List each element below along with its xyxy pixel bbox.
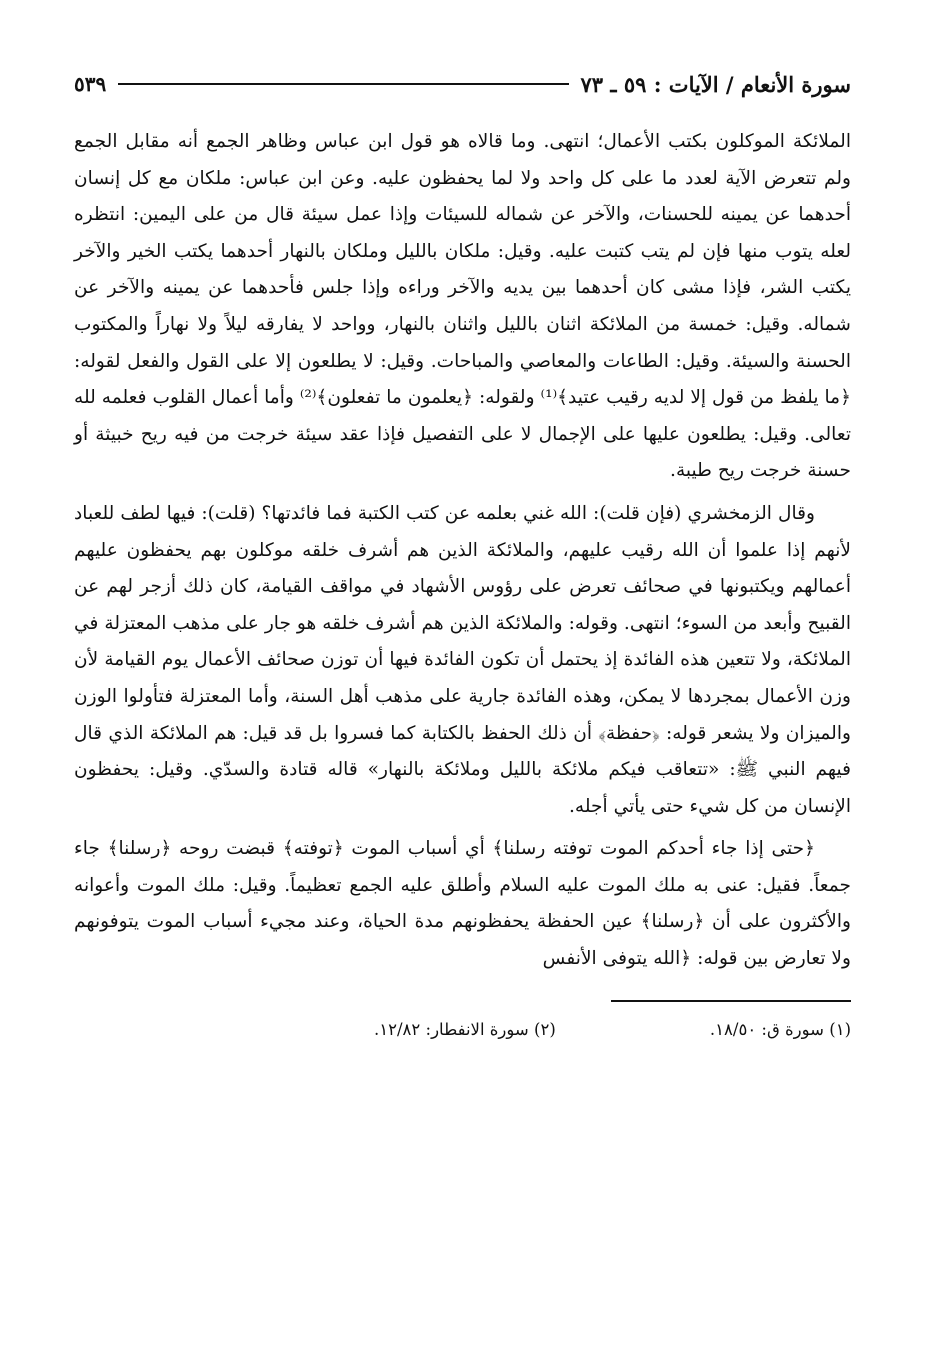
page-number: ٥٣٩ [74, 72, 107, 96]
running-header [74, 62, 851, 106]
body-text [74, 124, 851, 978]
paragraph-3: ﴿حتى إذا جاء أحدكم الموت توفته رسلنا﴾ أي أسباب الموت ﴿توفته﴾ قبضت روحه ﴿رسلنا﴾ جاء جمعاً. فقيل: عنى به ملك الموت عليه السلام وأطلق عليه الجمع تعظيماً. وقيل: ملك الموت وأعوانه والأكثرون على أن ﴿رسلنا﴾ عين الحفظة يحفظونهم مدة الحياة، وعند مجيء أسباب الموت يتوفونهم ولا تعارض بين قوله: ﴿الله يتوفى الأنفس [74, 838, 851, 970]
footnote-1: (١) سورة ق: ١٨/٥٠. [709, 1019, 851, 1039]
paragraph-2: وقال الزمخشري (فإن قلت): الله غني بعلمه عن كتب الكتبة فما فائدتها؟ (قلت): فيها لطف للعباد لأنهم إذا علموا أن الله رقيب عليهم، والملائكة الذين هم أشرف خلقه موكلون بهم يحفظون عليهم أعمالهم ويكتبونها في صحائف تعرض على رؤوس الأشهاد في مواقف القيامة، كان ذلك أزجر لهم عن القبيح وأبعد من السوء؛ انتهى. وقوله: والملائكة الذين هم أشرف خلقه هو جار على مذهب المعتزلة في الملائكة، ولا تتعين هذه الفائدة إذ يحتمل أن تكون الفائدة فيها أن توزن صحائف الأعمال يوم القيامة لأن وزن الأعمال بمجردها لا يمكن، وهذه الفائدة جارية على مذهب أهل السنة، وأما المعتزلة فتأولوا الوزن والميزان ولا يشعر قوله: ﴿حفظة﴾ أن ذلك الحفظ بالكتابة كما فسروا بل قد قيل: هم الملائكة الذي قال فيهم النبي ﷺ: «تتعاقب فيكم ملائكة بالليل وملائكة بالنهار» قاله قتادة والسدّي. وقيل: يحفظون الإنسان من كل شيء حتى يأتي أجله. [74, 502, 851, 817]
footnote-2: (٢) سورة الانفطار: ١٢/٨٢. [374, 1019, 556, 1039]
surah-title: سورة الأنعام / الآيات : ٥٩ ـ ٧٣ [580, 71, 851, 97]
footnote-rule [611, 1000, 851, 1002]
footnotes [74, 1020, 851, 1039]
paragraph-1: الملائكة الموكلون بكتب الأعمال؛ انتهى. وما قالاه هو قول ابن عباس وظاهر الجمع أنه مقابل الجمع ولم تتعرض الآية لعدد ما على كل واحد ولا لما يحفظون عليه. وعن ابن عباس: ملكان مع كل إنسان أحدهما عن يمينه للحسنات، والآخر عن شماله للسيئات وإذا عمل سيئة قال من على اليمين: انتظره لعله يتوب منها فإن لم يتب كتبت عليه. وقيل: ملكان بالليل وملكان بالنهار أحدهما يكتب الخير والآخر يكتب الشر، فإذا مشى كان أحدهما بين يديه والآخر وراءه وإذا جلس فأحدهما عن يمينه والآخر عن شماله. وقيل: خمسة من الملائكة اثنان بالليل واثنان بالنهار، وواحد لا يفارقه ليلاً ولا نهاراً والمكتوب الحسنة والسيئة. وقيل: الطاعات والمعاصي والمباحات. وقيل: لا يطلعون إلا على القول والفعل لقوله: ﴿ما يلفظ من قول إلا لديه رقيب عتيد﴾⁽¹⁾ ولقوله: ﴿يعلمون ما تفعلون﴾⁽²⁾ وأما أعمال القلوب فعلمه لله تعالى. وقيل: يطلعون عليها على الإجمال لا على التفصيل فإذا عقد سيئة خرجت من فيه ريح خبيثة أو حسنة خرجت ريح طيبة. [74, 131, 851, 482]
book-page [74, 62, 851, 1309]
header-rule [118, 83, 568, 85]
